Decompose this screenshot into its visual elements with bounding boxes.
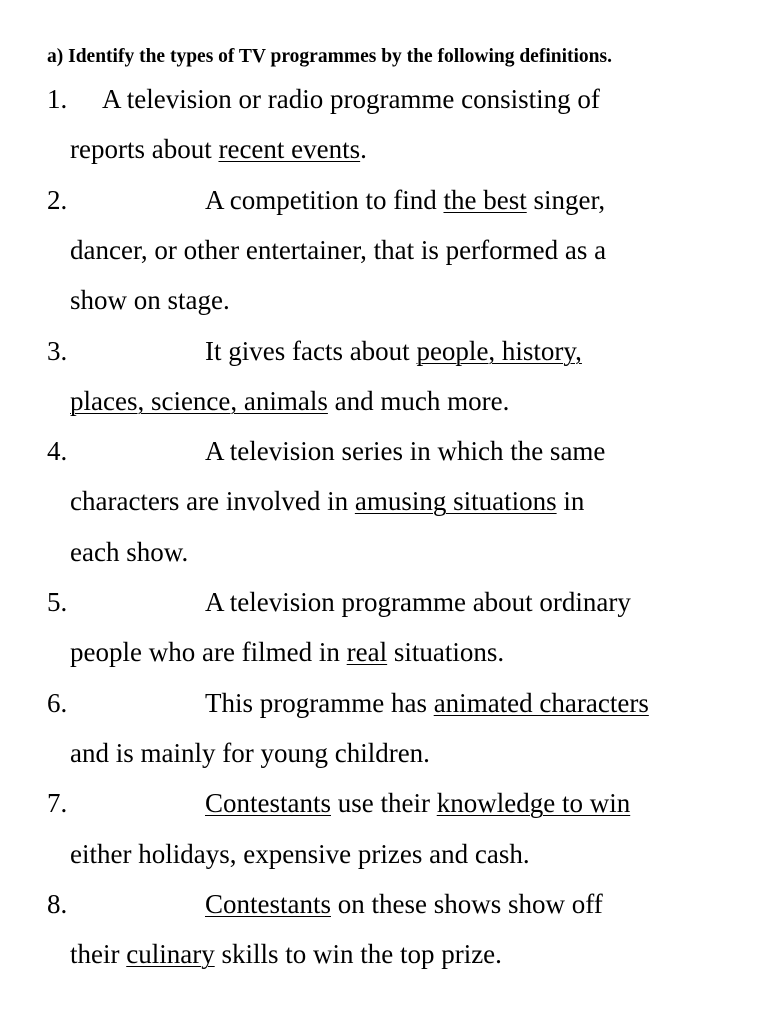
definition-line [70, 937, 502, 971]
definition-line [70, 132, 367, 166]
text-run: reports about [70, 134, 219, 164]
definition-line [205, 334, 582, 368]
definition-line [70, 283, 230, 317]
text-run: on these shows show off [331, 889, 603, 919]
underlined-keyword: the best [443, 185, 527, 215]
underlined-keyword: Contestants [205, 788, 331, 818]
underlined-keyword: animated characters [433, 688, 649, 718]
underlined-keyword: amusing situations [354, 486, 557, 516]
text-run: in [556, 486, 585, 516]
item-number: 6. [47, 688, 68, 718]
definition-line [205, 585, 631, 619]
definition-line [205, 183, 605, 217]
definition-line [205, 686, 649, 720]
item-number: 3. [47, 336, 68, 366]
text-run: A television or radio programme consisting of [102, 84, 600, 114]
definition-line [70, 484, 584, 518]
text-run: use their [331, 788, 437, 818]
underlined-keyword: places, science, animals [70, 386, 328, 416]
text-run: A television series in which the same [205, 436, 606, 466]
text-run: A competition to find [205, 185, 444, 215]
text-run: It gives facts about [205, 336, 417, 366]
definition-line [102, 82, 600, 116]
definition-line [205, 434, 605, 468]
text-run: skills to win the top prize. [214, 939, 502, 969]
text-run: dancer, or other entertainer, that is performed as a [70, 235, 607, 265]
definition-line [70, 635, 504, 669]
underlined-keyword: knowledge to win [436, 788, 631, 818]
worksheet-heading: a) Identify the types of TV programmes by the following definitions. [47, 46, 612, 67]
definition-line [70, 736, 430, 770]
underlined-keyword: real [346, 637, 388, 667]
text-run: situations. [387, 637, 505, 667]
item-number: 4. [47, 436, 68, 466]
item-number: 8. [47, 889, 68, 919]
underlined-keyword: recent events [218, 134, 361, 164]
definition-line [205, 786, 630, 820]
underlined-keyword: people, history, [416, 336, 582, 366]
text-run: their [70, 939, 127, 969]
text-run: singer, [526, 185, 606, 215]
text-run: A television programme about ordinary [205, 587, 631, 617]
text-run: each show. [70, 537, 189, 567]
text-run: This programme has [205, 688, 434, 718]
definition-line [70, 384, 509, 418]
item-number: 7. [47, 788, 68, 818]
text-run: and is mainly for young children. [70, 738, 430, 768]
text-run: people who are filmed in [70, 637, 347, 667]
text-run: characters are involved in [70, 486, 355, 516]
definition-line [70, 535, 188, 569]
underlined-keyword: culinary [126, 939, 215, 969]
item-number: 5. [47, 587, 68, 617]
definition-line [70, 233, 606, 267]
text-run: and much more. [327, 386, 510, 416]
underlined-keyword: Contestants [205, 889, 331, 919]
item-number: 2. [47, 185, 68, 215]
definition-line [205, 887, 603, 921]
definition-line [70, 837, 530, 871]
text-run: show on stage. [70, 285, 230, 315]
text-run: either holidays, expensive prizes and cash. [70, 839, 530, 869]
item-number: 1. [47, 84, 68, 114]
text-run: . [360, 134, 367, 164]
